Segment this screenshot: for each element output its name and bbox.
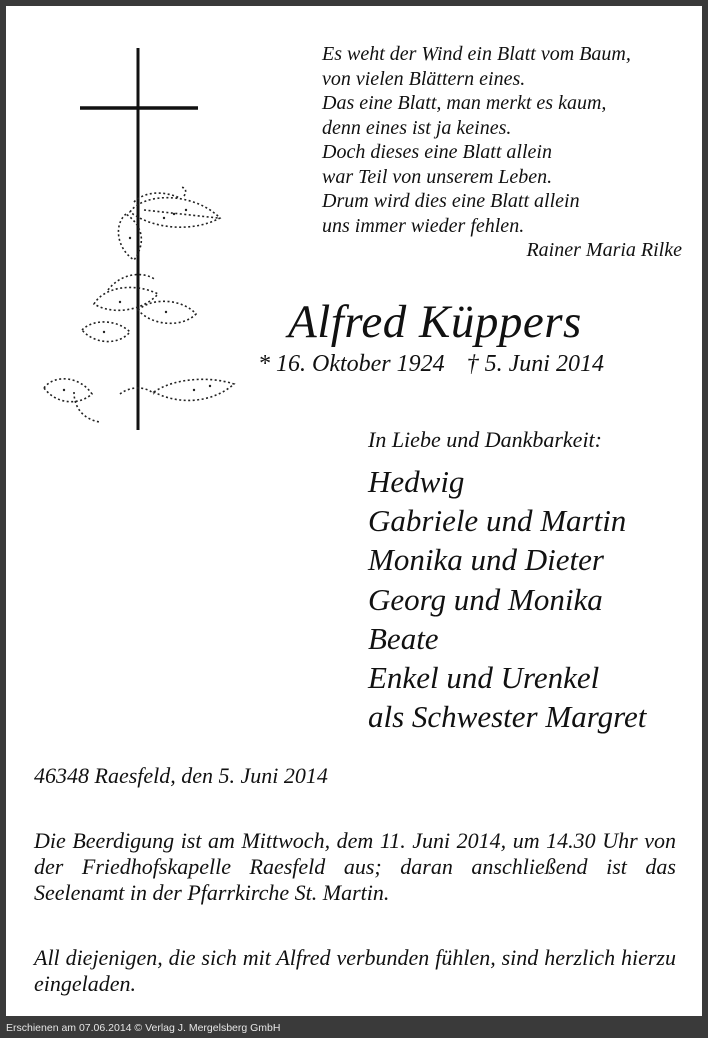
poem-line: Drum wird dies eine Blatt allein [322, 190, 580, 212]
deceased-name: Alfred Küppers [288, 296, 582, 348]
place-and-date: 46348 Raesfeld, den 5. Juni 2014 [34, 763, 328, 788]
poem-author: Rainer Maria Rilke [526, 239, 682, 261]
mourner-name: als Schwester Margret [368, 699, 647, 735]
death-date: † 5. Juni 2014 [466, 351, 604, 377]
poem-line: uns immer wieder fehlen. [322, 214, 525, 237]
poem [322, 42, 682, 263]
obituary-card [6, 6, 702, 1016]
birth-date: * 16. Oktober 1924 [258, 351, 445, 377]
poem-line: Doch dieses eine Blatt allein [322, 141, 552, 163]
mourner-name: Beate [368, 620, 439, 656]
mourner-name: Enkel und Urenkel [368, 660, 600, 696]
mourner-name: Georg und Monika [368, 581, 603, 617]
life-dates [258, 349, 604, 379]
poem-line: denn eines ist ja keines. [322, 116, 512, 139]
publication-footer: Erschienen am 07.06.2014 © Verlag J. Mergelsberg GmbH [0, 1019, 708, 1038]
mourners-list [368, 462, 646, 736]
poem-line: von vielen Blättern eines. [322, 67, 526, 90]
cross-with-leaves-icon [34, 42, 254, 442]
poem-line: Das eine Blatt, man merkt es kaum, [322, 92, 607, 114]
funeral-info: Die Beerdigung ist am Mittwoch, dem 11. Juni 2014, um 14.30 Uhr von der Friedhofskapelle Raesfeld aus; daran anschließend ist das Seelenamt in der Pfarrkirche St. Martin. [34, 828, 676, 905]
poem-line: Es weht der Wind ein Blatt vom Baum, [322, 43, 631, 65]
mourner-name: Monika und Dieter [368, 542, 604, 578]
mourner-name: Hedwig [368, 464, 465, 499]
invitation-text: All diejenigen, die sich mit Alfred verbunden fühlen, sind herzlich hierzu eingeladen. [34, 945, 676, 996]
poem-line: war Teil von unserem Leben. [322, 165, 553, 188]
mourners-intro: In Liebe und Dankbarkeit: [368, 427, 602, 452]
mourner-name: Gabriele und Martin [368, 503, 627, 539]
